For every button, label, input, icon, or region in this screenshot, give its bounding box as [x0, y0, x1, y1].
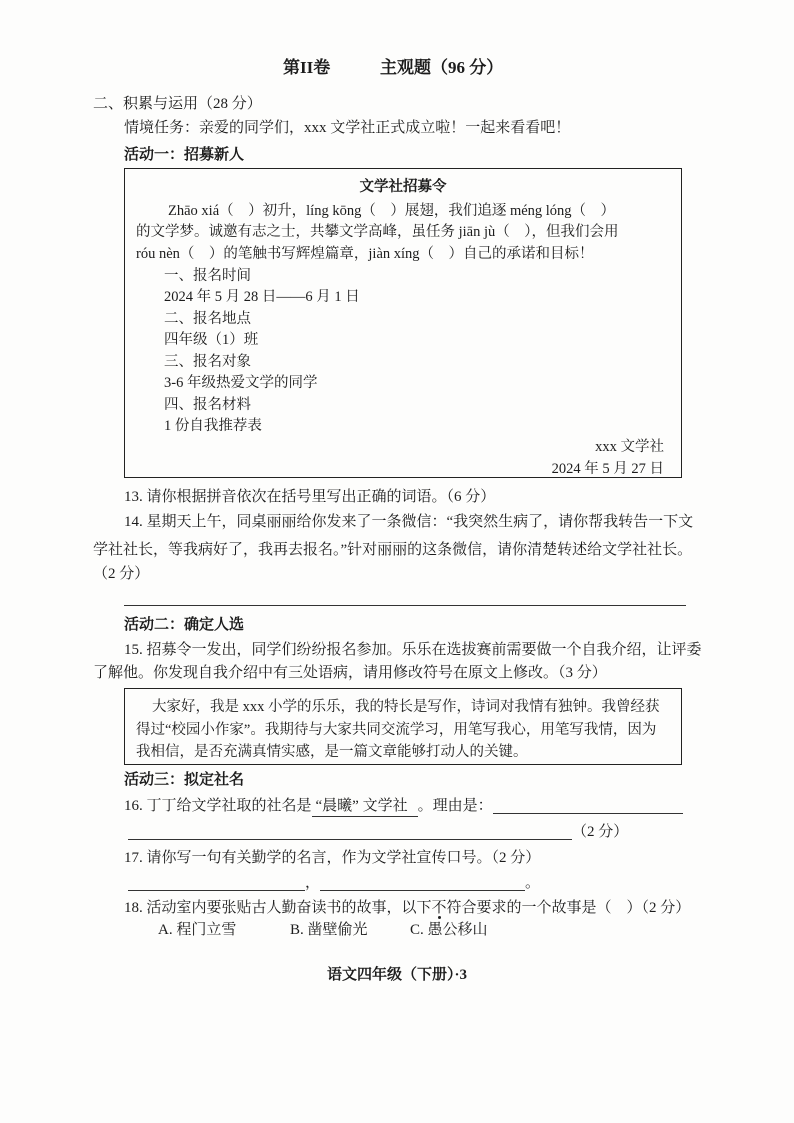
activity-1-label: 活动一：招募新人 — [124, 147, 245, 163]
notice-item-heading: 二、报名地点 — [164, 311, 251, 327]
question-16-line-2 — [128, 823, 628, 841]
question-14-line: 学社社长，等我病好了，我再去报名。”针对丽丽的这条微信，请你清楚转述给文学社社长。 — [93, 542, 693, 558]
section-title: 主观题（96 分） — [380, 58, 504, 77]
notice-item-value: 2024 年 5 月 28 日——6 月 1 日 — [164, 289, 360, 305]
motto-blank-2[interactable] — [320, 876, 525, 891]
notice-item-value: 四年级（1）班 — [164, 332, 259, 348]
question-18 — [124, 899, 690, 917]
motto-blank-1[interactable] — [128, 876, 305, 891]
self-introduction-line: 得过“校园小作家”。我期待与大家共同交流学习，用笔写我心，用笔写我情，因为 — [136, 722, 657, 738]
club-name-answer: “晨曦” 文学社 — [312, 798, 418, 817]
question-14-answer-line[interactable] — [124, 605, 686, 606]
page-footer: 语文四年级（下册）·3 — [326, 967, 467, 983]
notice-signature: xxx 文学社 — [595, 439, 664, 455]
scenario-task: 情境任务：亲爱的同学们，xxx 文学社正式成立啦！一起来看看吧！ — [124, 120, 571, 136]
notice-item-heading: 一、报名时间 — [164, 268, 251, 284]
activity-2-label: 活动二：确定人选 — [124, 617, 245, 633]
question-18-prompt-rest: 符合要求的一个故事是（ ）（2 分） — [446, 900, 691, 916]
self-introduction-line: 我相信，是否充满真情实感，是一篇文章能够打动人的关键。 — [136, 744, 528, 760]
option-a: A. 程门立雪 — [158, 922, 237, 938]
notice-item-value: 1 份自我推荐表 — [164, 418, 262, 434]
question-15-line: 15. 招募令一发出，同学们纷纷报名参加。乐乐在选拔赛前需要做一个自我介绍，让评委 — [124, 642, 702, 658]
question-14-score: （2 分） — [93, 566, 150, 582]
notice-paragraph-line: Zhāo xiá（ ）初升，líng kōng（ ）展翅，我们追逐 méng lóng（ ） — [168, 203, 616, 219]
motto-comma: ， — [305, 875, 321, 891]
notice-paragraph-line: 的文学梦。诚邀有志之士，共攀文学高峰，虽任务 jiān jù（ ），但我们会用 — [136, 224, 619, 240]
notice-title: 文学社招募令 — [359, 179, 447, 195]
question-14-line: 14. 星期天上午，同桌丽丽给你发来了一条微信：“我突然生病了，请你帮我转告一下文 — [124, 514, 694, 530]
notice-item-heading: 四、报名材料 — [164, 397, 251, 413]
reason-blank-2[interactable] — [128, 825, 572, 840]
volume-label: 第II卷 — [283, 58, 331, 77]
reason-blank[interactable] — [493, 799, 683, 814]
question-16 — [124, 797, 683, 815]
notice-item-value: 3-6 年级热爱文学的同学 — [164, 375, 318, 391]
question-16-prompt: 16. 丁丁给文学社取的社名是 — [124, 798, 312, 814]
question-18-prompt: 18. 活动室内要张贴古人勤奋读书的故事，以下 — [124, 900, 432, 916]
motto-period: 。 — [525, 875, 541, 891]
option-c: C. 愚公移山 — [410, 922, 488, 938]
emphasized-word: 不 — [431, 900, 447, 916]
self-introduction-line: 大家好，我是 xxx 小学的乐乐，我的特长是写作，诗词对我情有独钟。我曾经获 — [152, 699, 660, 715]
question-13: 13. 请你根据拼音依次在括号里写出正确的词语。（6 分） — [124, 489, 496, 505]
activity-3-label: 活动三：拟定社名 — [124, 772, 245, 788]
notice-item-heading: 三、报名对象 — [164, 354, 251, 370]
question-16-score: （2 分） — [572, 824, 629, 840]
question-15-line: 了解他。你发现自我介绍中有三处语病，请用修改符号在原文上修改。（3 分） — [93, 665, 607, 681]
question-17-answer — [128, 874, 540, 892]
question-17: 17. 请你写一句有关勤学的名言，作为文学社宣传口号。（2 分） — [124, 850, 541, 866]
notice-date: 2024 年 5 月 27 日 — [551, 461, 664, 477]
reason-label: 。理由是： — [417, 798, 493, 814]
option-b: B. 凿壁偷光 — [290, 922, 368, 938]
part-heading: 二、积累与运用（28 分） — [93, 96, 262, 112]
notice-paragraph-line: róu nèn（ ）的笔触书写辉煌篇章，jiàn xíng（ ）自己的承诺和目标！ — [136, 246, 594, 262]
